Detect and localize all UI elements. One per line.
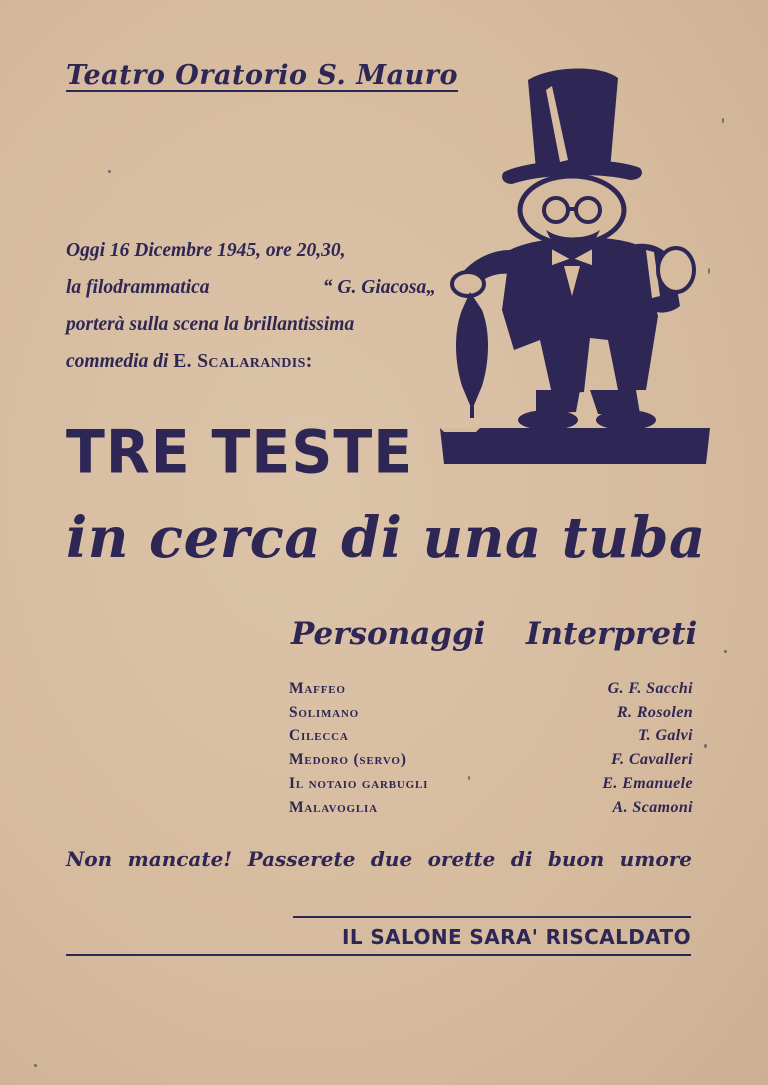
slogan-word: mancate! — [127, 847, 233, 871]
intro-date-line: Oggi 16 Dicembre 1945, ore 20,30, — [66, 240, 346, 261]
cast-actor: G. F. Sacchi — [607, 679, 693, 697]
divider-top — [293, 916, 691, 918]
slogan-word: orette — [427, 847, 496, 871]
cast-actor: F. Cavalleri — [611, 751, 693, 769]
cast-actor: R. Rosolen — [616, 703, 693, 721]
cast-role: Il notaio garbugli — [289, 775, 429, 793]
paper-speck — [724, 650, 727, 653]
slogan — [66, 847, 692, 871]
cast-row — [289, 725, 693, 749]
heating-notice: IL SALONE SARA' RISCALDATO — [342, 925, 691, 949]
cast-header-characters: Personaggi — [291, 616, 486, 652]
cast-actor: T. Galvi — [637, 727, 693, 745]
paper-speck — [34, 1064, 37, 1067]
paper-speck — [708, 268, 710, 274]
cast-role: Solimano — [289, 703, 360, 721]
intro-author-prefix: commedia di — [66, 351, 169, 372]
cast-row — [289, 701, 693, 725]
intro-author-name: E. Scalarandis: — [173, 351, 313, 372]
intro-stage-line: porterà sulla scena la brillantissima — [66, 314, 355, 335]
cast-list — [289, 677, 693, 820]
cast-row — [289, 677, 693, 701]
cast-role: Cilecca — [289, 727, 349, 745]
paper-speck — [468, 776, 470, 780]
cast-header-actors: Interpreti — [526, 616, 698, 652]
cast-role: Maffeo — [289, 679, 346, 697]
play-subtitle: in cerca di una tuba — [66, 505, 706, 571]
paper-speck — [722, 118, 724, 123]
intro-author-line — [66, 343, 446, 380]
paper-speck — [108, 170, 111, 173]
divider-bottom — [66, 954, 691, 956]
intro-company-name: “ G. Giacosa„ — [322, 277, 436, 298]
play-title: TRE TESTE — [66, 418, 414, 488]
gentleman-illustration-icon — [440, 60, 710, 468]
intro-company-prefix: la filodrammatica — [66, 277, 210, 298]
theatre-name: Teatro Oratorio S. Mauro — [66, 60, 458, 91]
cast-actor: A. Scamoni — [612, 798, 693, 816]
slogan-word: di — [510, 847, 533, 871]
intro-company-line — [66, 269, 436, 306]
intro-text — [66, 232, 446, 380]
cast-actor: E. Emanuele — [602, 775, 693, 793]
cast-role: Malavoglia — [289, 798, 378, 816]
cast-role: Medoro (servo) — [289, 751, 407, 769]
cast-row — [289, 748, 693, 772]
slogan-word: due — [370, 847, 413, 871]
cast-row — [289, 796, 693, 820]
cast-row — [289, 772, 693, 796]
paper-speck — [704, 744, 707, 748]
slogan-word: umore — [619, 847, 692, 871]
slogan-word: Non — [66, 847, 113, 871]
slogan-word: Passerete — [247, 847, 356, 871]
slogan-word: buon — [547, 847, 605, 871]
